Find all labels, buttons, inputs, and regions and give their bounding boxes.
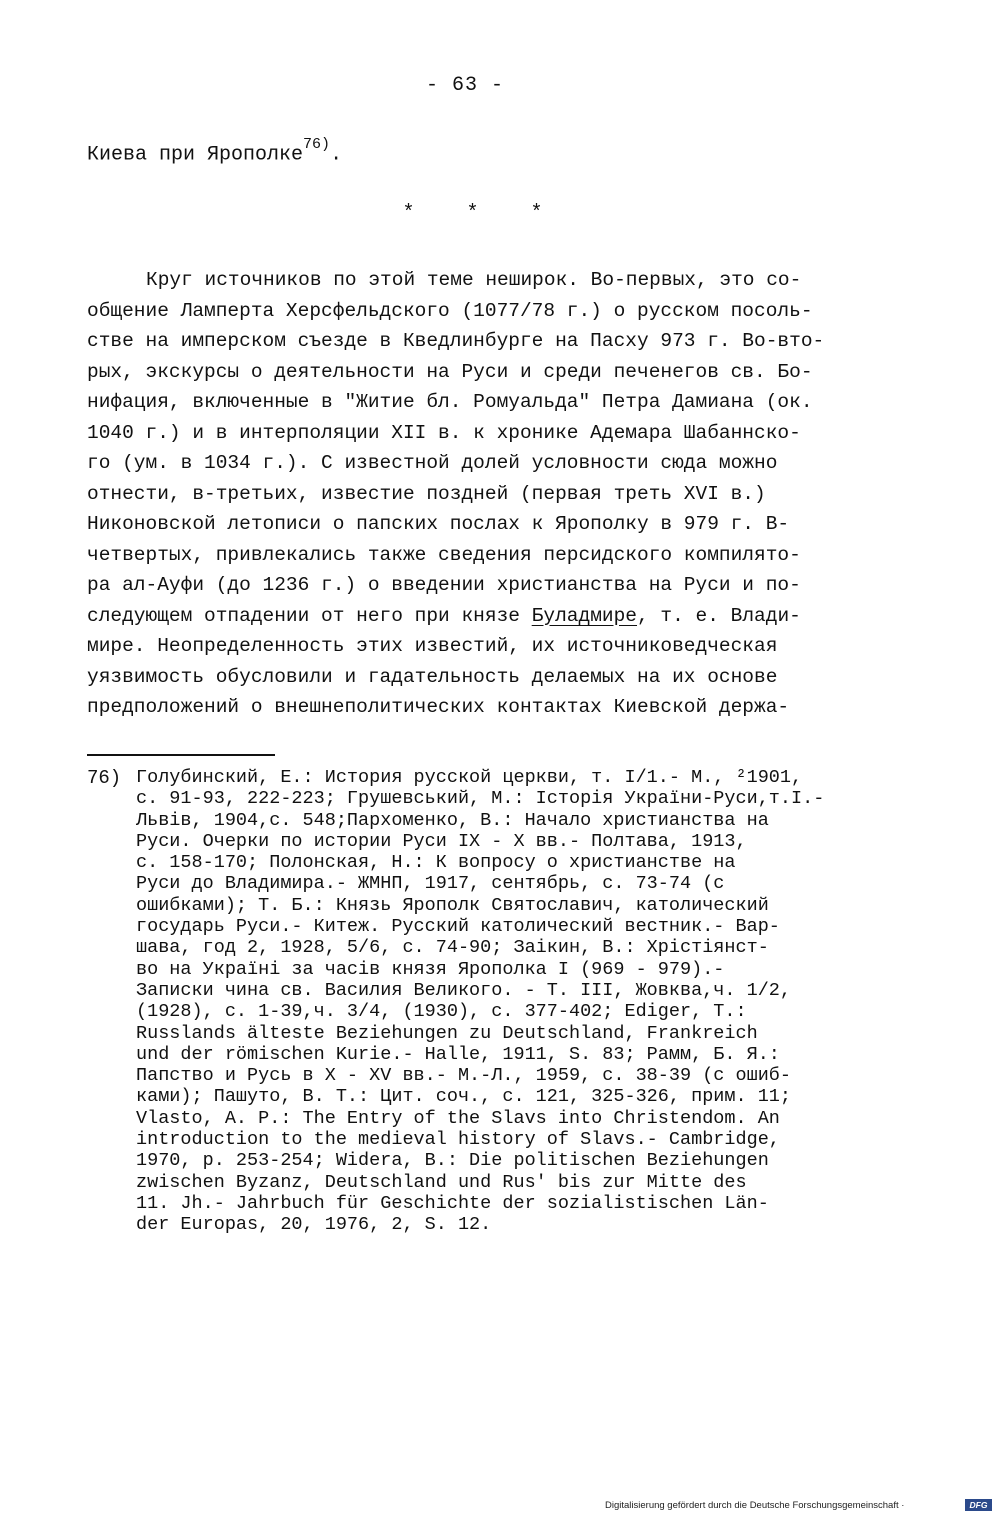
footnote-line: ками); Пашуто, В. Т.: Цит. соч., с. 121, 325-326, прим. 11; <box>136 1086 792 1108</box>
footnote-rule <box>87 754 275 756</box>
footnote-line: Russlands älteste Beziehungen zu Deutschland, Frankreich <box>136 1022 758 1044</box>
footnote-line: Львів, 1904,с. 548;Пархоменко, В.: Начало христианства на <box>136 809 769 831</box>
page-number: - 63 - <box>425 74 504 97</box>
footnote-line: 1970, p. 253-254; Widera, B.: Die politischen Beziehungen <box>136 1150 769 1172</box>
footnote-line: (1928), с. 1-39,ч. 3/4, (1930), с. 377-402; Ediger, T.: <box>136 1001 747 1023</box>
footnote-line: Руси до Владимира.- ЖМНП, 1917, сентябрь, с. 73-74 (с <box>136 873 725 895</box>
paragraph-line: четвертых, привлекались также сведения персидского компилято- <box>87 543 801 566</box>
footnote-line: 11. Jh.- Jahrbuch für Geschichte der sozialistischen Län- <box>136 1192 769 1214</box>
continuation-text: Киева при Ярополке <box>87 143 304 167</box>
main-paragraph <box>87 265 907 723</box>
paragraph-line: го (ум. в 1034 г.). С известной долей условности сюда можно <box>87 452 778 474</box>
paragraph-line: нифация, включенные в "Житие бл. Ромуальда" Петра Дамиана (ок. <box>87 391 813 413</box>
footnote-marker: 76) <box>87 767 122 789</box>
footnote-line: introduction to the medieval history of Slavs.- Cambridge, <box>136 1129 780 1151</box>
footnote-line: с. 91-93, 222-223; Грушевський, М.: Історія України-Руси,т.I.- <box>136 788 825 810</box>
paragraph-line: предположений о внешнеполитических контактах Киевской держа- <box>87 696 790 718</box>
line-segment: , т. е. Влади- <box>637 604 801 627</box>
footnote-line: Vlasto, A. P.: The Entry of the Slavs into Christendom. An <box>136 1107 780 1129</box>
footnote-line: государь Руси.- Китеж. Русский католический вестник.- Вар- <box>136 916 780 938</box>
paragraph-line: Круг источников по этой теме неширок. Во-первых, это со- <box>146 269 802 291</box>
footnote-line: ошибками); Т. Б.: Князь Ярополк Святославич, католический <box>136 894 769 916</box>
paragraph-line: рых, экскурсы о деятельности на Руси и среди печенегов св. Бо- <box>87 360 813 383</box>
paragraph-line: отнести, в-третьих, известие поздней (первая треть XVI в.) <box>87 482 766 505</box>
paragraph-line: уязвимость обусловили и гадательность делаемых на их основе <box>87 665 778 688</box>
footnote-line: с. 158-170; Полонская, Н.: К вопросу о христианстве на <box>136 852 736 874</box>
footnote-line: zwischen Byzanz, Deutschland und Rus' bis zur Mitte des <box>136 1171 747 1193</box>
continuation-end: . <box>330 143 343 167</box>
line-segment: следующем отпадении от него при князе <box>87 604 532 627</box>
footnote-line: Руси. Очерки по истории Руси IX - X вв.- Полтава, 1913, <box>136 830 747 852</box>
continuation-line <box>87 136 343 167</box>
footnote-line: Записки чина св. Василия Великого. - Т. III, Жовква,ч. 1/2, <box>136 979 792 1001</box>
footnote-text <box>136 767 936 1236</box>
paragraph-line: 1040 г.) и в интерполяции XII в. к хронике Адемара Шабаннско- <box>87 421 801 444</box>
paragraph-line: общение Ламперта Херсфельдского (1077/78 г.) о русском посоль- <box>87 299 813 322</box>
footnote-line: шава, год 2, 1928, 5/6, с. 74-90; Заікин, В.: Хрістіянст- <box>136 937 769 959</box>
digitization-credit: Digitalisierung gefördert durch die Deutsche Forschungsgemeinschaft · <box>605 1500 905 1511</box>
paragraph-line: ра ал-Ауфи (до 1236 г.) о введении христианства на Руси и по- <box>87 574 801 596</box>
paragraph-line: мире. Неопределенность этих известий, их источниковедческая <box>87 635 778 657</box>
underlined-name: Буладмире <box>531 604 638 627</box>
section-separator: * * * <box>402 202 543 225</box>
dfg-logo: DFG <box>965 1499 992 1511</box>
footnote-line: Голубинский, Е.: История русской церкви, т. I/1.- М., ²1901, <box>136 767 803 788</box>
footnote-line: und der römischen Kurie.- Halle, 1911, S. 83; Рамм, Б. Я.: <box>136 1043 780 1065</box>
paragraph-line <box>87 601 907 632</box>
paragraph-line: Никоновской летописи о папских послах к Ярополку в 979 г. В- <box>87 513 790 535</box>
footnote-line: der Europas, 20, 1976, 2, S. 12. <box>136 1214 492 1236</box>
footnote-line: во на Україні за часів князя Ярополка I (969 - 979).- <box>136 958 725 980</box>
footnote-reference: 76) <box>303 136 331 153</box>
paragraph-line: стве на имперском съезде в Кведлинбурге на Пасху 973 г. Во-вто- <box>87 330 825 352</box>
footnote-line: Папство и Русь в X - XV вв.- М.-Л., 1959, с. 38-39 (с ошиб- <box>136 1065 792 1087</box>
